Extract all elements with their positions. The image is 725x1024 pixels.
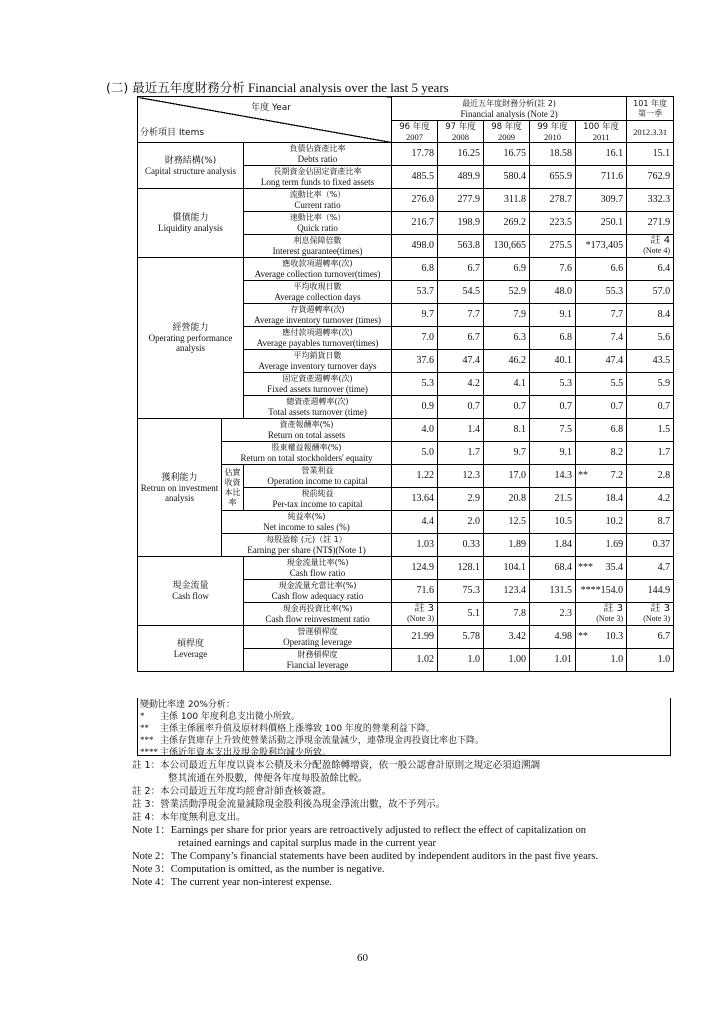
value-cell: 1.0 xyxy=(438,649,484,672)
value-cell: 5.9 xyxy=(627,373,674,396)
value-cell: 40.1 xyxy=(530,350,576,373)
metric-label: 長期資金佔固定資產比率 Long term funds to fixed assets xyxy=(244,166,392,189)
value-cell: 18.58 xyxy=(530,143,576,166)
value-cell: 7.8 xyxy=(484,603,530,626)
value-cell: 5.6 xyxy=(627,327,674,350)
group-label: 經營能力 Operating performance analysis xyxy=(138,258,244,419)
value-cell: 4.0 xyxy=(392,419,438,442)
page-number: 60 xyxy=(357,952,368,964)
value-cell: 註 3 (Note 3) xyxy=(627,603,674,626)
header-corner xyxy=(138,97,392,143)
value-cell: 4.98 xyxy=(530,626,576,649)
value-cell: 4.2 xyxy=(627,488,674,511)
value-cell: 311.8 xyxy=(484,189,530,212)
value-cell: 48.0 xyxy=(530,281,576,304)
metric-label: 現金流量比率(%) Cash flow ratio xyxy=(244,557,392,580)
value-cell: 註 4 (Note 4) xyxy=(627,235,674,258)
value-cell: 47.4 xyxy=(438,350,484,373)
metric-label: 流動比率（%） Current ratio xyxy=(244,189,392,212)
value-cell: 7.9 xyxy=(484,304,530,327)
value-cell: 1.00 xyxy=(484,649,530,672)
value-cell: 711.6 xyxy=(576,166,627,189)
footnote-zh: 註 3：營業活動淨現金流量減除現金股利後為現金淨流出數，故不予列示。 xyxy=(132,799,446,810)
metric-label: 每股盈餘 (元)（註 1） Earning per share (NT$)(Note 1) xyxy=(222,534,392,557)
change-marker: *** xyxy=(578,562,594,573)
value-cell: 15.1 xyxy=(627,143,674,166)
value-cell: 5.5 xyxy=(576,373,627,396)
value-cell: 4.2 xyxy=(438,373,484,396)
value-cell: 8.4 xyxy=(627,304,674,327)
value-cell: 0.7 xyxy=(438,396,484,419)
value-cell: 13.64 xyxy=(392,488,438,511)
footnote-en: Note 2：The Company’s financial statements have been audited by independent auditors in the past five years. xyxy=(132,851,598,862)
value-cell: 762.9 xyxy=(627,166,674,189)
value-cell: 6.8 xyxy=(530,327,576,350)
change-analysis-box xyxy=(137,698,671,756)
value-cell: 4.4 xyxy=(392,511,438,534)
value-cell: 1.4 xyxy=(438,419,484,442)
value-cell: 21.5 xyxy=(530,488,576,511)
value-cell: 8.1 xyxy=(484,419,530,442)
value-cell: 5.3 xyxy=(392,373,438,396)
value-cell: 104.1 xyxy=(484,557,530,580)
value-cell: 21.99 xyxy=(392,626,438,649)
value-cell: 655.9 xyxy=(530,166,576,189)
footnote-zh: 註 4：本年度無利息支出。 xyxy=(132,812,246,823)
group-label: 財務結構(%) Capital structure analysis xyxy=(138,143,244,189)
footnote-zh-cont: 整其流通在外股數，俾便各年度每股盈餘比較。 xyxy=(168,773,368,784)
value-cell: 7.0 xyxy=(392,327,438,350)
value-cell: 0.37 xyxy=(627,534,674,557)
value-cell: 250.1 xyxy=(576,212,627,235)
metric-label: 應收款項週轉率(次) Average collection turnover(times) xyxy=(244,258,392,281)
value-cell: 43.5 xyxy=(627,350,674,373)
change-note: * 主係 100 年度利息支出微小所致。 xyxy=(140,711,300,722)
group-label: 現金流量 Cash flow xyxy=(138,557,244,626)
value-cell: 9.1 xyxy=(530,442,576,465)
year-header: 100 年度 2011 xyxy=(576,121,627,143)
value-cell: 278.7 xyxy=(530,189,576,212)
metric-label: 固定資產週轉率(次) Fixed assets turnover (time) xyxy=(244,373,392,396)
value-cell: 5.0 xyxy=(392,442,438,465)
value-cell: 52.9 xyxy=(484,281,530,304)
metric-label: 負債佔資產比率 Debts ratio xyxy=(244,143,392,166)
table-row xyxy=(138,557,674,580)
metric-label: 現金流量允當比率(%) Cash flow adequacy ratio xyxy=(244,580,392,603)
value-cell: 6.7 xyxy=(627,626,674,649)
value-cell: 1.7 xyxy=(627,442,674,465)
value-cell: 7.7 xyxy=(438,304,484,327)
value-cell: 53.7 xyxy=(392,281,438,304)
value-cell: 332.3 xyxy=(627,189,674,212)
value-cell: 1.69 xyxy=(576,534,627,557)
metric-label: 純益率(%) Net income to sales (%) xyxy=(222,511,392,534)
value-cell: 6.8 xyxy=(576,419,627,442)
change-heading: 變動比率達 20%分析： xyxy=(140,700,235,710)
page-title xyxy=(106,78,449,96)
value-cell: 5.3 xyxy=(530,373,576,396)
value-cell: 309.7 xyxy=(576,189,627,212)
metric-label: 營運槓桿度 Operating leverage xyxy=(244,626,392,649)
value-cell: 7.6 xyxy=(530,258,576,281)
value-cell: 124.9 xyxy=(392,557,438,580)
value-cell: 131.5 xyxy=(530,580,576,603)
value-cell: 6.8 xyxy=(392,258,438,281)
value-cell: 4.7 xyxy=(627,557,674,580)
value-cell: 0.7 xyxy=(576,396,627,419)
value-cell: 47.4 xyxy=(576,350,627,373)
value-cell: 10.2 xyxy=(576,511,627,534)
footnote-en: Note 1：Earnings per share for prior years are retroactively adjusted to reflect the effect of capitalization on xyxy=(132,825,587,836)
value-cell: 1.03 xyxy=(392,534,438,557)
value-cell: 0.9 xyxy=(392,396,438,419)
footnote-en-cont: retained earnings and capital surplus made in the current year xyxy=(178,838,437,849)
metric-label: 股東權益報酬率(%) Return on total stockholders' equaity xyxy=(222,442,392,465)
metric-label: 財務槓桿度 Fiancial leverage xyxy=(244,649,392,672)
q1-date: 2012.3.31 xyxy=(627,121,674,143)
footnotes xyxy=(132,759,692,889)
value-cell: 123.4 xyxy=(484,580,530,603)
value-cell: 17.0 xyxy=(484,465,530,488)
table-row xyxy=(138,419,674,442)
metric-label: 稅前純益 Per-tax income to capital xyxy=(244,488,392,511)
title-zh: (二) 最近五年度財務分析 xyxy=(106,80,245,95)
value-cell: 8.2 xyxy=(576,442,627,465)
table-row xyxy=(138,189,674,212)
sub-group-label: 佔實收資本比率 xyxy=(222,465,244,511)
value-cell: 1.01 xyxy=(530,649,576,672)
metric-label: 存貨週轉率(次) Average inventory turnover (times) xyxy=(244,304,392,327)
value-cell: 7.7 xyxy=(576,304,627,327)
recent-five-years-header: 最近五年度財務分析(註 2) Financial analysis (Note 2) xyxy=(392,97,627,121)
value-cell: 1.84 xyxy=(530,534,576,557)
value-cell: 0.7 xyxy=(530,396,576,419)
items-label: 分析項目 Items xyxy=(140,128,205,138)
value-cell: 16.25 xyxy=(438,143,484,166)
value-cell: ** 10.3 xyxy=(576,626,627,649)
value-cell: 註 3 (Note 3) xyxy=(392,603,438,626)
footnote-en: Note 4：The current year non-interest expense. xyxy=(132,877,333,888)
value-cell: 1.5 xyxy=(627,419,674,442)
footnote-zh: 註 2：本公司最近五年度均經會計師查核簽證。 xyxy=(132,786,332,797)
value-cell: 275.5 xyxy=(530,235,576,258)
value-cell: 46.2 xyxy=(484,350,530,373)
change-note: *** 主係存貨庫存上升致使營業活動之淨現金流量減少，連帶現金再投資比率也下降。 xyxy=(140,735,485,746)
value-cell: 1.0 xyxy=(576,649,627,672)
value-cell: 12.3 xyxy=(438,465,484,488)
value-cell: 註 3 (Note 3) xyxy=(576,603,627,626)
value-cell: 54.5 xyxy=(438,281,484,304)
value-cell: 6.9 xyxy=(484,258,530,281)
q1-header: 101 年度 第一季 xyxy=(627,97,674,121)
value-cell: 0.7 xyxy=(627,396,674,419)
value-cell: 580.4 xyxy=(484,166,530,189)
group-label: 償債能力 Liquidity analysis xyxy=(138,189,244,258)
table-row xyxy=(138,143,674,166)
value-cell: 1.89 xyxy=(484,534,530,557)
value-cell: 130,665 xyxy=(484,235,530,258)
value-cell: 16.1 xyxy=(576,143,627,166)
value-cell: 7.5 xyxy=(530,419,576,442)
value-cell: 7.4 xyxy=(576,327,627,350)
value-cell: 9.1 xyxy=(530,304,576,327)
title-en: Financial analysis over the last 5 years xyxy=(247,80,449,95)
value-cell: 563.8 xyxy=(438,235,484,258)
value-cell: 2.8 xyxy=(627,465,674,488)
footnote-en: Note 3：Computation is omitted, as the number is negative. xyxy=(132,864,385,875)
value-cell: 5.78 xyxy=(438,626,484,649)
group-label: 槓桿度 Leverage xyxy=(138,626,244,672)
change-note: ** 主係主係匯率升值及原材料價格上漲導致 100 年度的營業利益下降。 xyxy=(140,723,435,734)
year-header: 96 年度 2007 xyxy=(392,121,438,143)
value-cell: 6.3 xyxy=(484,327,530,350)
value-cell: 269.2 xyxy=(484,212,530,235)
metric-label: 現金再投資比率(%) Cash flow reinvestment ratio xyxy=(244,603,392,626)
value-cell: 0.33 xyxy=(438,534,484,557)
value-cell: 498.0 xyxy=(392,235,438,258)
metric-label: 總資產週轉率(次) Total assets turnover (time) xyxy=(244,396,392,419)
value-cell: 6.7 xyxy=(438,327,484,350)
change-note: **** 主係近年資本支出及現金股利均減少所致。 xyxy=(140,747,332,758)
value-cell: 55.3 xyxy=(576,281,627,304)
value-cell: 9.7 xyxy=(484,442,530,465)
value-cell: 37.6 xyxy=(392,350,438,373)
value-cell: 14.3 xyxy=(530,465,576,488)
value-cell: 5.1 xyxy=(438,603,484,626)
value-cell: 2.3 xyxy=(530,603,576,626)
value-cell: 6.7 xyxy=(438,258,484,281)
financial-analysis-table xyxy=(137,96,674,672)
value-cell: 276.0 xyxy=(392,189,438,212)
value-cell: 6.6 xyxy=(576,258,627,281)
value-cell: 75.3 xyxy=(438,580,484,603)
value-cell: 144.9 xyxy=(627,580,674,603)
value-cell: ****154.0 xyxy=(576,580,627,603)
year-header: 97 年度 2008 xyxy=(438,121,484,143)
year-label: 年度 Year xyxy=(251,103,292,113)
year-header: 99 年度 2010 xyxy=(530,121,576,143)
value-cell: 1.7 xyxy=(438,442,484,465)
value-cell: 277.9 xyxy=(438,189,484,212)
value-cell: 68.4 xyxy=(530,557,576,580)
value-cell: 198.9 xyxy=(438,212,484,235)
value-cell: 9.7 xyxy=(392,304,438,327)
value-cell: 4.1 xyxy=(484,373,530,396)
value-cell: *173,405 xyxy=(576,235,627,258)
metric-label: 資產報酬率(%) Return on total assets xyxy=(222,419,392,442)
value-cell: 57.0 xyxy=(627,281,674,304)
value-cell: 2.0 xyxy=(438,511,484,534)
value-cell: 0.7 xyxy=(484,396,530,419)
value-cell: 216.7 xyxy=(392,212,438,235)
metric-label: 應付款項週轉率(次) Average payables turnover(times) xyxy=(244,327,392,350)
value-cell: 8.7 xyxy=(627,511,674,534)
value-cell: 2.9 xyxy=(438,488,484,511)
value-cell: 18.4 xyxy=(576,488,627,511)
value-cell: 10.5 xyxy=(530,511,576,534)
value-cell: 20.8 xyxy=(484,488,530,511)
value-cell: 6.4 xyxy=(627,258,674,281)
value-cell: 16.75 xyxy=(484,143,530,166)
year-header: 98 年度 2009 xyxy=(484,121,530,143)
value-cell: 128.1 xyxy=(438,557,484,580)
value-cell: 1.02 xyxy=(392,649,438,672)
metric-label: 營業利益 Operation income to capital xyxy=(244,465,392,488)
metric-label: 速動比率（%） Quick ratio xyxy=(244,212,392,235)
value-cell: 3.42 xyxy=(484,626,530,649)
value-cell: ** 7.2 xyxy=(576,465,627,488)
value-cell: 71.6 xyxy=(392,580,438,603)
table-row xyxy=(138,258,674,281)
change-marker: ** xyxy=(578,470,589,481)
value-cell: 1.0 xyxy=(627,649,674,672)
value-cell: 12.5 xyxy=(484,511,530,534)
value-cell: 17.78 xyxy=(392,143,438,166)
metric-label: 平均收現日數 Average collection days xyxy=(244,281,392,304)
change-marker: ** xyxy=(578,631,589,642)
footnote-zh: 註 1：本公司最近五年度以資本公積及未分配盈餘轉增資，依一般公認會計原則之規定必須追溯調 xyxy=(132,760,541,771)
value-cell: 1.22 xyxy=(392,465,438,488)
metric-label: 平均銷貨日數 Average inventory turnover days xyxy=(244,350,392,373)
table-row xyxy=(138,626,674,649)
metric-label: 利息保障倍數 Interest guarantee(times) xyxy=(244,235,392,258)
value-cell: 485.5 xyxy=(392,166,438,189)
value-cell: *** 35.4 xyxy=(576,557,627,580)
group-label: 獲利能力 Retrun on investment analysis xyxy=(138,419,222,557)
value-cell: 489.9 xyxy=(438,166,484,189)
value-cell: 223.5 xyxy=(530,212,576,235)
value-cell: 271.9 xyxy=(627,212,674,235)
